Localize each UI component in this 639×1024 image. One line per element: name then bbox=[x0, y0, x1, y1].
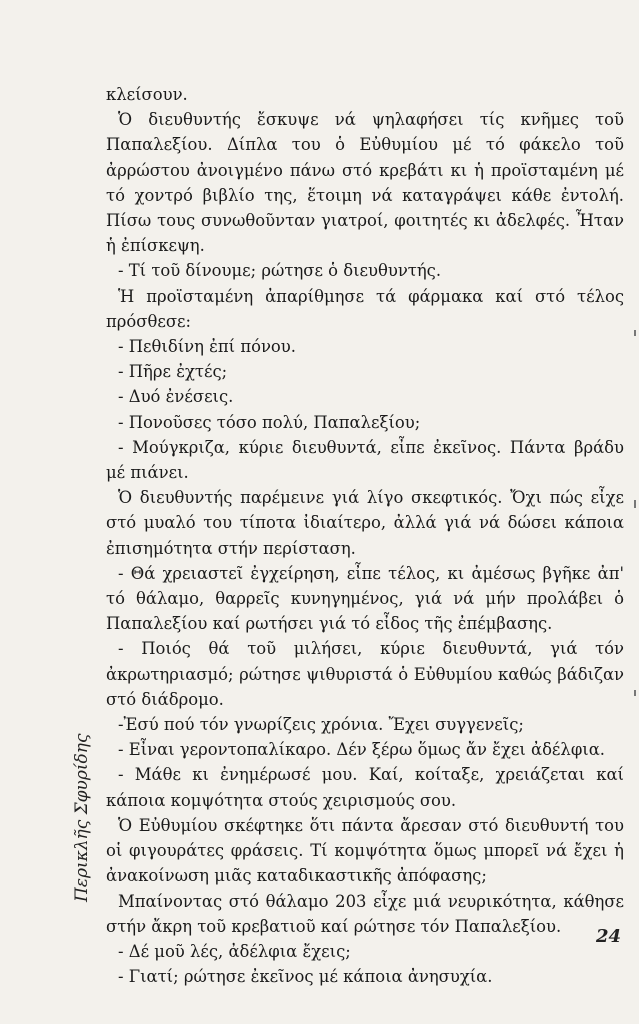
dialogue-line: - Μάθε κι ἐνημέρωσέ μου. Καί, κοίταξε, χρειάζεται καί κάποια κομψότητα στούς χειρισμούς σου. bbox=[106, 765, 624, 810]
dialogue-line: - Ποιός θά τοῦ μιλήσει, κύριε διευθυντά, γιά τόν ἀκρωτηριασμό; ρώτησε ψιθυριστά ὁ Εὐθυμίου καθώς βάδιζαν στό διάδρομο. bbox=[106, 639, 624, 709]
page-number: 24 bbox=[595, 926, 621, 947]
paragraph: Ὁ διευθυντής ἔσκυψε νά ψηλαφήσει τίς κνῆμες τοῦ Παπαλεξίου. Δίπλα του ὁ Εὐθυμίου μέ τό φάκελο τοῦ ἀρρώστου ἀνοιγμένο πάνω στό κρεβάτι κι ἡ προϊσταμένη μέ τό χοντρό βιβλίο της, ἕτοιμη νά καταγράψει κάθε ἐντολή. Πίσω τους συνωθοῦνταν γιατροί, φοιτητές κι ἀδελφές. Ἦταν ἡ ἐπίσκεψη. bbox=[106, 110, 624, 256]
paragraph: Ἡ προϊσταμένη ἀπαρίθμησε τά φάρμακα καί στό τέλος πρόσθεσε: bbox=[106, 286, 624, 331]
dialogue-line: - Δέ μοῦ λές, ἀδέλφια ἔχεις; bbox=[118, 941, 351, 961]
body-text bbox=[106, 82, 624, 989]
scan-edge-mark bbox=[634, 330, 636, 336]
paragraph: Ὁ διευθυντής παρέμεινε γιά λίγο σκεφτικός. Ὄχι πώς εἶχε στό μυαλό του τίποτα ἰδιαίτερο, ἀλλά γιά νά δώσει κάποια ἐπισημότητα στήν περίσταση. bbox=[106, 488, 624, 558]
dialogue-line: - Πονοῦσες τόσο πολύ, Παπαλεξίου; bbox=[118, 412, 421, 432]
dialogue-line: - Εἶναι γεροντοπαλίκαρο. Δέν ξέρω ὅμως ἄν ἔχει ἀδέλφια. bbox=[118, 740, 605, 760]
dialogue-line: - Δυό ἐνέσεις. bbox=[118, 387, 234, 407]
dialogue-line: - Πεθιδίνη ἐπί πόνου. bbox=[118, 337, 296, 357]
dialogue-line: -Ἐσύ πού τόν γνωρίζεις χρόνια. Ἔχει συγγενεῖς; bbox=[118, 715, 524, 735]
paragraph: κλείσουν. bbox=[106, 85, 188, 104]
dialogue-line: - Θά χρειαστεῖ ἐγχείρηση, εἶπε τέλος, κι ἀμέσως βγῆκε ἀπ' τό θάλαμο, θαρρεῖς κυνηγημένος, γιά νά μήν προλάβει ὁ Παπαλεξίου καί ρωτήσει γιά τό εἶδος τῆς ἐπέμβασης. bbox=[106, 563, 624, 634]
scan-edge-mark bbox=[634, 690, 636, 696]
scan-edge-mark bbox=[634, 500, 636, 508]
dialogue-line: - Πῆρε ἐχτές; bbox=[118, 362, 228, 382]
paragraph: Μπαίνοντας στό θάλαμο 203 εἶχε μιά νευρικότητα, κάθησε στήν ἄκρη τοῦ κρεβατιοῦ καί ρώτησε τόν Παπαλεξίου. bbox=[106, 891, 624, 936]
dialogue-line: - Μούγκριζα, κύριε διευθυντά, εἶπε ἐκεῖνος. Πάντα βράδυ μέ πιάνει. bbox=[106, 437, 624, 483]
dialogue-line: - Τί τοῦ δίνουμε; ρώτησε ὁ διευθυντής. bbox=[118, 261, 442, 281]
dialogue-line: - Γιατί; ρώτησε ἐκεῖνος μέ κάποια ἀνησυχία. bbox=[118, 967, 493, 987]
author-running-head: Περικλῆς Σφυρίδης bbox=[72, 733, 92, 902]
paragraph: Ὁ Εὐθυμίου σκέφτηκε ὅτι πάντα ἄρεσαν στό διευθυντή του οἱ φιγουράτες φράσεις. Τί κομψότητα ὅμως μπορεῖ νά ἔχει ἡ ἀνακοίνωση μιᾶς καταδικαστικῆς ἀπόφασης; bbox=[106, 815, 624, 886]
